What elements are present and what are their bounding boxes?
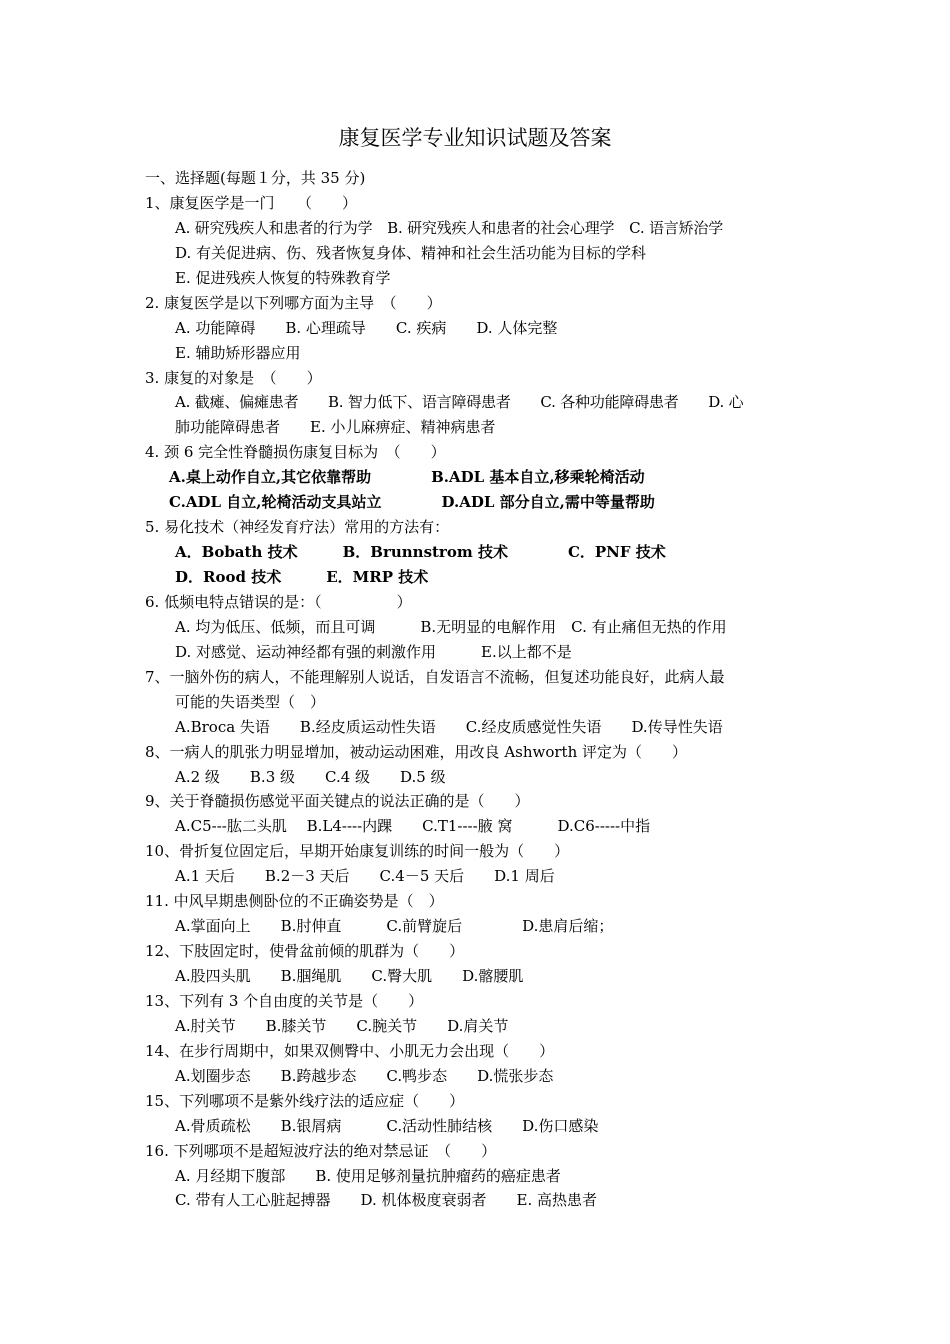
- option-line: A.C5---肱二头肌 B.L4----内踝 C.T1----腋 窝 D.C6-----中指: [175, 817, 651, 836]
- option-line: A. 功能障碍 B. 心理疏导 C. 疾病 D. 人体完整: [175, 318, 558, 337]
- option-line: A.股四头肌 B.腘绳肌 C.臀大肌 D.髂腰肌: [175, 967, 524, 985]
- option-line: D. 对感觉、运动神经都有强的刺激作用 E.以上都不是: [175, 642, 572, 661]
- option-line: A. 月经期下腹部 B. 使用足够剂量抗肿瘤药的癌症患者: [175, 1166, 561, 1185]
- option-line: D．Rood 技术 E．MRP 技术: [175, 568, 429, 586]
- option-line: E. 促进残疾人恢复的特殊教育学: [175, 268, 391, 287]
- option-line: C. 带有人工心脏起搏器 D. 机体极度衰弱者 E. 高热患者: [175, 1191, 597, 1210]
- question-line: 8、一病人的肌张力明显增加，被动运动困难，用改良 Ashworth 评定为（ ）: [145, 742, 688, 761]
- question-line: 4. 颈 6 完全性脊髓损伤康复目标为 （ ）: [145, 443, 446, 462]
- question-line: 11. 中风早期患侧卧位的不正确姿势是（ ）: [145, 892, 444, 911]
- question-list: [145, 166, 825, 1213]
- option-line: A. 截瘫、偏瘫患者 B. 智力低下、语言障碍患者 C. 各种功能障碍患者 D. 心: [175, 393, 744, 412]
- question-line: 1、康复医学是一门 （ ）: [145, 193, 358, 212]
- option-line: A．Bobath 技术 B．Brunnstrom 技术 C．PNF 技术: [175, 543, 666, 562]
- question-line: 7、一脑外伤的病人，不能理解别人说话，自发语言不流畅，但复述功能良好，此病人最: [145, 667, 725, 686]
- question-line: 15、下列哪项不是紫外线疗法的适应症（ ）: [145, 1091, 465, 1110]
- option-line: A. 均为低压、低频，而且可调 B.无明显的电解作用 C. 有止痛但无热的作用: [175, 617, 727, 636]
- option-line: D. 有关促进病、伤、残者恢复身体、精神和社会生活功能为目标的学科: [175, 243, 647, 262]
- question-line: 6. 低频电特点错误的是：（ ）: [145, 592, 412, 611]
- option-line: E. 辅助矫形器应用: [175, 343, 301, 362]
- option-line: A.肘关节 B.膝关节 C.腕关节 D.肩关节: [175, 1016, 509, 1035]
- question-line: 9、关于脊髓损伤感觉平面关键点的说法正确的是（ ）: [145, 792, 530, 811]
- question-line: 2. 康复医学是以下列哪方面为主导 （ ）: [145, 293, 442, 312]
- option-line: A.2 级 B.3 级 C.4 级 D.5 级: [175, 767, 446, 786]
- question-line: 10、骨折复位固定后，早期开始康复训练的时间一般为（ ）: [145, 842, 570, 861]
- option-line: C.ADL 自立,轮椅活动支具站立 D.ADL 部分自立,需中等量帮助: [169, 493, 655, 512]
- question-line: 5. 易化技术（神经发育疗法）常用的方法有：: [145, 518, 450, 537]
- option-line: A. 研究残疾人和患者的行为学 B. 研究残疾人和患者的社会心理学 C. 语言矫治学: [175, 218, 724, 237]
- question-line: 14、在步行周期中，如果双侧臀中、小肌无力会出现（ ）: [145, 1041, 555, 1060]
- question-line: 16. 下列哪项不是超短波疗法的绝对禁忌证 （ ）: [145, 1141, 497, 1160]
- option-line: A.桌上动作自立,其它依靠帮助 B.ADL 基本自立,移乘轮椅活动: [169, 468, 645, 487]
- option-line: 可能的失语类型（ ）: [175, 692, 326, 711]
- document-title: 康复医学专业知识试题及答案: [338, 126, 612, 150]
- option-line: A.骨质疏松 B.银屑病 C.活动性肺结核 D.伤口感染: [175, 1116, 599, 1135]
- option-line: A.1 天后 B.2－3 天后 C.4－5 天后 D.1 周后: [175, 867, 555, 886]
- option-line: A.划圈步态 B.跨越步态 C.鸭步态 D.慌张步态: [175, 1066, 554, 1085]
- question-line: 13、下列有 3 个自由度的关节是（ ）: [145, 991, 424, 1010]
- option-line: A.掌面向上 B.肘伸直 C.前臂旋后 D.患肩后缩；: [175, 917, 614, 936]
- question-line: 12、下肢固定时，使骨盆前倾的肌群为（ ）: [145, 942, 465, 961]
- option-line: A.Broca 失语 B.经皮质运动性失语 C.经皮质感觉性失语 D.传导性失语: [175, 717, 723, 736]
- option-line: 肺功能障碍患者 E. 小儿麻痹症、精神病患者: [175, 418, 496, 437]
- question-line: 一、选择题(每题１分，共 35 分): [145, 169, 366, 187]
- question-line: 3. 康复的对象是 （ ）: [145, 368, 322, 387]
